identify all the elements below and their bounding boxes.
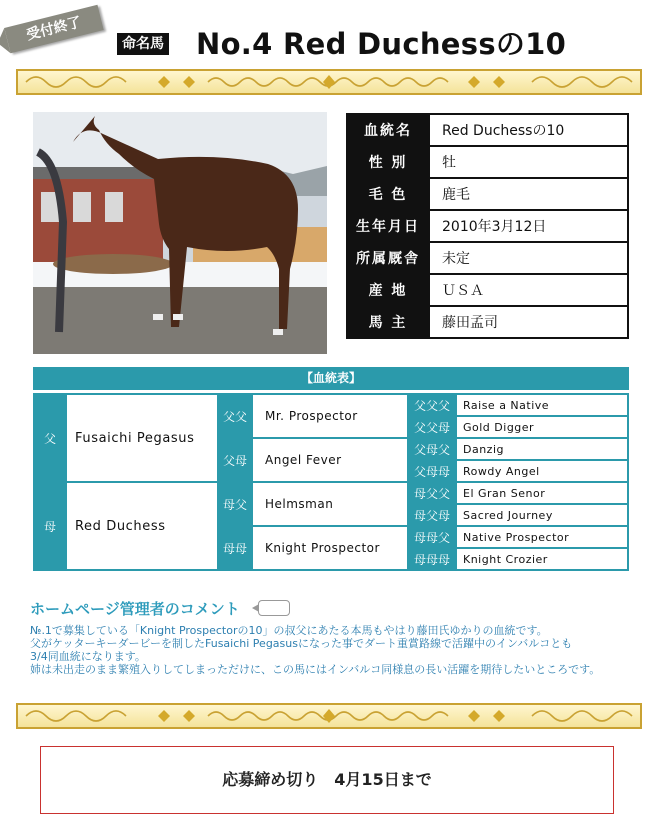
g3-name: Gold Digger (456, 416, 628, 438)
g3-label: 母父母 (408, 504, 456, 526)
g2-label: 母母 (218, 526, 252, 570)
horse-info-table (346, 113, 629, 339)
g3-name: Sacred Journey (456, 504, 628, 526)
info-row (347, 242, 628, 274)
comment-line: 姉は未出走のまま繁殖入りしてしまっただけに、この馬にはインバルコ同様息の長い活躍を期待したいところです。 (30, 663, 601, 676)
info-value: ＵＳＡ (429, 274, 628, 306)
horse-photo (33, 112, 327, 354)
g3-label: 母母父 (408, 526, 456, 548)
g2-name: Angel Fever (252, 438, 408, 482)
info-value: Red Duchessの10 (429, 114, 628, 146)
info-label: 血統名 (347, 114, 429, 146)
ornament-bar-top (16, 69, 642, 95)
info-row (347, 306, 628, 338)
g3-label: 父父母 (408, 416, 456, 438)
ornament-bar-bottom (16, 703, 642, 729)
g3-name: El Gran Senor (456, 482, 628, 504)
info-row (347, 178, 628, 210)
sire-name: Fusaichi Pegasus (66, 394, 218, 482)
comment-line: №.1で募集している「Knight Prospectorの10」の叔父にあたる本馬もやはり藤田氏ゆかりの血統です。 (30, 624, 548, 637)
deadline-box: 応募締め切り 4月15日まで (40, 746, 614, 814)
ornament-pattern-icon (18, 705, 640, 727)
info-value: 未定 (429, 242, 628, 274)
closed-badge: 受付終了 (4, 5, 103, 53)
g3-name: Rowdy Angel (456, 460, 628, 482)
named-badge: 命名馬 (117, 33, 169, 55)
pedigree-table (33, 393, 629, 571)
info-value: 牡 (429, 146, 628, 178)
info-label: 所属厩舎 (347, 242, 429, 274)
info-label: 生年月日 (347, 210, 429, 242)
g3-name: Danzig (456, 438, 628, 460)
pedigree-heading: 【血統表】 (33, 367, 629, 390)
comment-line: 3/4同血統になります。 (30, 650, 146, 663)
info-label: 毛 色 (347, 178, 429, 210)
comment-body (30, 624, 655, 676)
g3-label: 母父父 (408, 482, 456, 504)
info-value: 鹿毛 (429, 178, 628, 210)
comment-line: 父がケッターキーダービーを制したFusaichi Pegasusになった事でダート重賞路線で活躍中のインバルコとも (30, 637, 573, 650)
g3-label: 母母母 (408, 548, 456, 570)
ornament-pattern-icon (18, 71, 640, 93)
g2-label: 父父 (218, 394, 252, 438)
info-label: 馬 主 (347, 306, 429, 338)
g3-label: 父父父 (408, 394, 456, 416)
info-row (347, 146, 628, 178)
g2-name: Helmsman (252, 482, 408, 526)
g2-label: 母父 (218, 482, 252, 526)
comment-title: ホームページ管理者のコメント (30, 600, 240, 618)
sire-label: 父 (34, 394, 66, 482)
g2-name: Knight Prospector (252, 526, 408, 570)
g3-name: Native Prospector (456, 526, 628, 548)
g3-label: 父母母 (408, 460, 456, 482)
speech-bubble-icon (258, 600, 290, 616)
info-row (347, 274, 628, 306)
g2-name: Mr. Prospector (252, 394, 408, 438)
dam-label: 母 (34, 482, 66, 570)
g3-name: Knight Crozier (456, 548, 628, 570)
info-label: 性 別 (347, 146, 429, 178)
info-value: 藤田孟司 (429, 306, 628, 338)
dam-name: Red Duchess (66, 482, 218, 570)
info-row (347, 210, 628, 242)
info-value: 2010年3月12日 (429, 210, 628, 242)
page-title: No.4 Red Duchessの10 (196, 27, 567, 61)
g3-label: 父母父 (408, 438, 456, 460)
g3-name: Raise a Native (456, 394, 628, 416)
info-row (347, 114, 628, 146)
info-label: 産 地 (347, 274, 429, 306)
g2-label: 父母 (218, 438, 252, 482)
